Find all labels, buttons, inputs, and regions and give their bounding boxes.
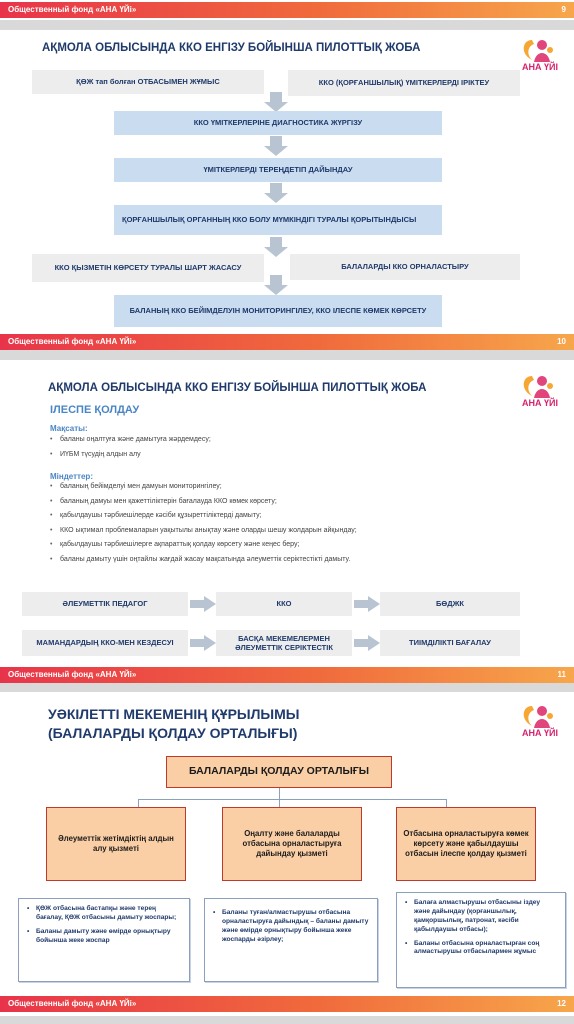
list-item: • Баланы дамыту және өмірде орнықтыру бойынша жеке жоспар <box>27 928 181 946</box>
logo <box>512 702 568 740</box>
list-item: • баланы оңалтуға және дамытуға жәрдемдесу; <box>50 433 211 448</box>
list-item: • Баланы туған/алмастырушы отбасына орналастыруға дайындық – баланы дамыту және өмірде орнықтыру бойынша жеке жоспарды әзірлеу; <box>213 909 369 945</box>
tasks-list <box>50 480 357 568</box>
slide-subtitle: ІЛЕСПЕ ҚОЛДАУ <box>50 404 140 416</box>
box-placement: БАЛАЛАРДЫ ККО ОРНАЛАСТЫРУ <box>290 254 520 280</box>
arrow-down-icon <box>262 237 290 257</box>
list-item: • ҚӨЖ отбасына бастапқы және терең бағалау, ҚӨЖ отбасыны дамыту жоспары; <box>27 905 181 923</box>
center-box: БАЛАЛАРДЫ ҚОЛДАУ ОРТАЛЫҒЫ <box>166 756 392 788</box>
step-monitoring: БАЛАНЫҢ ККО БЕЙІМДЕЛУІН МОНИТОРИНГІЛЕУ, ККО ІЛЕСПЕ КӨМЕК КӨРСЕТУ <box>114 295 442 327</box>
arrow-right-icon <box>190 635 216 651</box>
activity-meeting: МАМАНДАРДЫҢ ККО-МЕН КЕЗДЕСУІ <box>22 630 188 656</box>
connector-horizontal <box>138 799 446 800</box>
logo <box>512 36 568 74</box>
slide-9-footer <box>0 2 574 18</box>
list-item: • ККО ықтимал проблемаларын уақытылы анықтау және оларды шешу жолдарын айқындау; <box>50 524 357 539</box>
slide-title-line-2: (БАЛАЛАРДЫ ҚОЛДАУ ОРТАЛЫҒЫ) <box>48 725 298 741</box>
slide-12 <box>0 692 574 1016</box>
list-item: • қабылдаушы тәрбиешілерде кәсіби құзыреттіліктерді дамыту; <box>50 509 357 524</box>
goals-heading: Мақсаты: <box>50 424 88 433</box>
connector-middle <box>279 799 280 807</box>
step-diagnostics: ККО ҮМІТКЕРЛЕРІНЕ ДИАГНОСТИКА ЖҮРГІЗУ <box>114 111 442 135</box>
arrow-right-icon <box>354 635 380 651</box>
slide-number: 10 <box>557 337 566 346</box>
slide-number: 11 <box>557 670 566 679</box>
col1-details <box>18 898 190 982</box>
box-select-candidates: ККО (ҚОРҒАНШЫЛЫҚ) ҮМІТКЕРЛЕРДІ ІРІКТЕУ <box>288 70 520 96</box>
tasks-heading: Міндеттер: <box>50 472 93 481</box>
service-prevention: Әлеуметтік жетімдіктің алдын алу қызметі <box>46 807 186 881</box>
fund-label: Общественный фонд «АНА ҮЙі» <box>8 999 137 1008</box>
slide-11-footer <box>0 667 574 683</box>
fund-label: Общественный фонд «АНА ҮЙі» <box>8 5 137 14</box>
fund-label: Общественный фонд «АНА ҮЙі» <box>8 337 137 346</box>
arrow-down-icon <box>262 183 290 203</box>
goals-list <box>50 433 211 462</box>
step-training: ҮМІТКЕРЛЕРДІ ТЕРЕҢДЕТІП ДАЙЫНДАУ <box>114 158 442 182</box>
logo-text: АНА ҮЙІ <box>522 398 558 408</box>
col3-details <box>396 892 566 988</box>
slide-10 <box>0 30 574 350</box>
role-social-pedagogue: ӘЛЕУМЕТТІК ПЕДАГОГ <box>22 592 188 616</box>
slide-title: АҚМОЛА ОБЛЫСЫНДА ККО ЕНГІЗУ БОЙЫНША ПИЛОТТЫҚ ЖОБА <box>48 382 427 394</box>
list-item: • қабылдаушы тәрбиешілерге ақпараттық қолдау көрсету және кеңес беру; <box>50 538 357 553</box>
logo <box>512 372 568 410</box>
slide-9 <box>0 0 574 20</box>
list-item: • баланың бейімделуі мен дамуын мониторингілеу; <box>50 480 357 495</box>
list-item: • Балаға алмастырушы отбасыны іздеу және дайындау (қорғаншылық, қамқоршылық, патронат, кәсіби қабылдаушы отбасы); <box>405 899 557 935</box>
service-family-support: Отбасына орналастыруға көмек көрсету және қабылдаушы отбасын ілеспе қолдау қызметі <box>396 807 536 881</box>
arrow-right-icon <box>190 596 216 612</box>
logo-text: АНА ҮЙІ <box>522 728 558 738</box>
fund-label: Общественный фонд «АНА ҮЙі» <box>8 670 137 679</box>
slide-10-footer <box>0 334 574 350</box>
list-item: • ИҮБМ түсудің алдын алу <box>50 448 211 463</box>
list-item: • баланың дамуы мен қажеттіліктерін бағалауда ККО көмек көрсету; <box>50 495 357 510</box>
slide-title-line-1: УӘКІЛЕТТІ МЕКЕМЕНІҢ ҚҰРЫЛЫМЫ <box>48 706 300 722</box>
role-kko: ККО <box>216 592 352 616</box>
connector-left <box>138 799 139 807</box>
slide-number: 9 <box>561 5 566 14</box>
arrow-down-icon <box>262 275 290 295</box>
arrow-down-icon <box>262 136 290 156</box>
activity-evaluation: ТИІМДІЛІКТІ БАҒАЛАУ <box>380 630 520 656</box>
connector-right <box>446 799 447 807</box>
slide-11 <box>0 360 574 683</box>
slide-title: АҚМОЛА ОБЛЫСЫНДА ККО ЕНГІЗУ БОЙЫНША ПИЛОТТЫҚ ЖОБА <box>42 42 421 54</box>
box-work-with-family: ҚӨЖ тап болған ОТБАСЫМЕН ЖҰМЫС <box>32 70 264 94</box>
arrow-right-icon <box>354 596 380 612</box>
slide-number: 12 <box>557 999 566 1008</box>
service-rehabilitation: Оңалту және балаларды отбасына орналастыруға дайындау қызметі <box>222 807 362 881</box>
col2-details <box>204 898 378 982</box>
step-conclusion: ҚОРҒАНШЫЛЫҚ ОРГАННЫҢ ККО БОЛУ МҮМКІНДІГІ ТУРАЛЫ ҚОРЫТЫНДЫСЫ <box>114 205 442 235</box>
box-contract: ККО ҚЫЗМЕТІН КӨРСЕТУ ТУРАЛЫ ШАРТ ЖАСАСУ <box>32 254 264 282</box>
slide-12-footer <box>0 996 574 1012</box>
list-item: • баланы дамыту үшін оңтайлы жағдай жасау мақсатында әлеуметтік серіктестікті дамыту. <box>50 553 357 568</box>
activity-partnership: БАСҚА МЕКЕМЕЛЕРМЕН ӘЛЕУМЕТТІК СЕРІКТЕСТІК <box>216 630 352 656</box>
logo-text: АНА ҮЙІ <box>522 62 558 72</box>
role-bodzhk: БӨДЖК <box>380 592 520 616</box>
arrow-down-icon <box>262 92 290 112</box>
list-item: • Баланы отбасына орналастырған соң алмастырушы отбасылармен жұмыс <box>405 940 557 958</box>
